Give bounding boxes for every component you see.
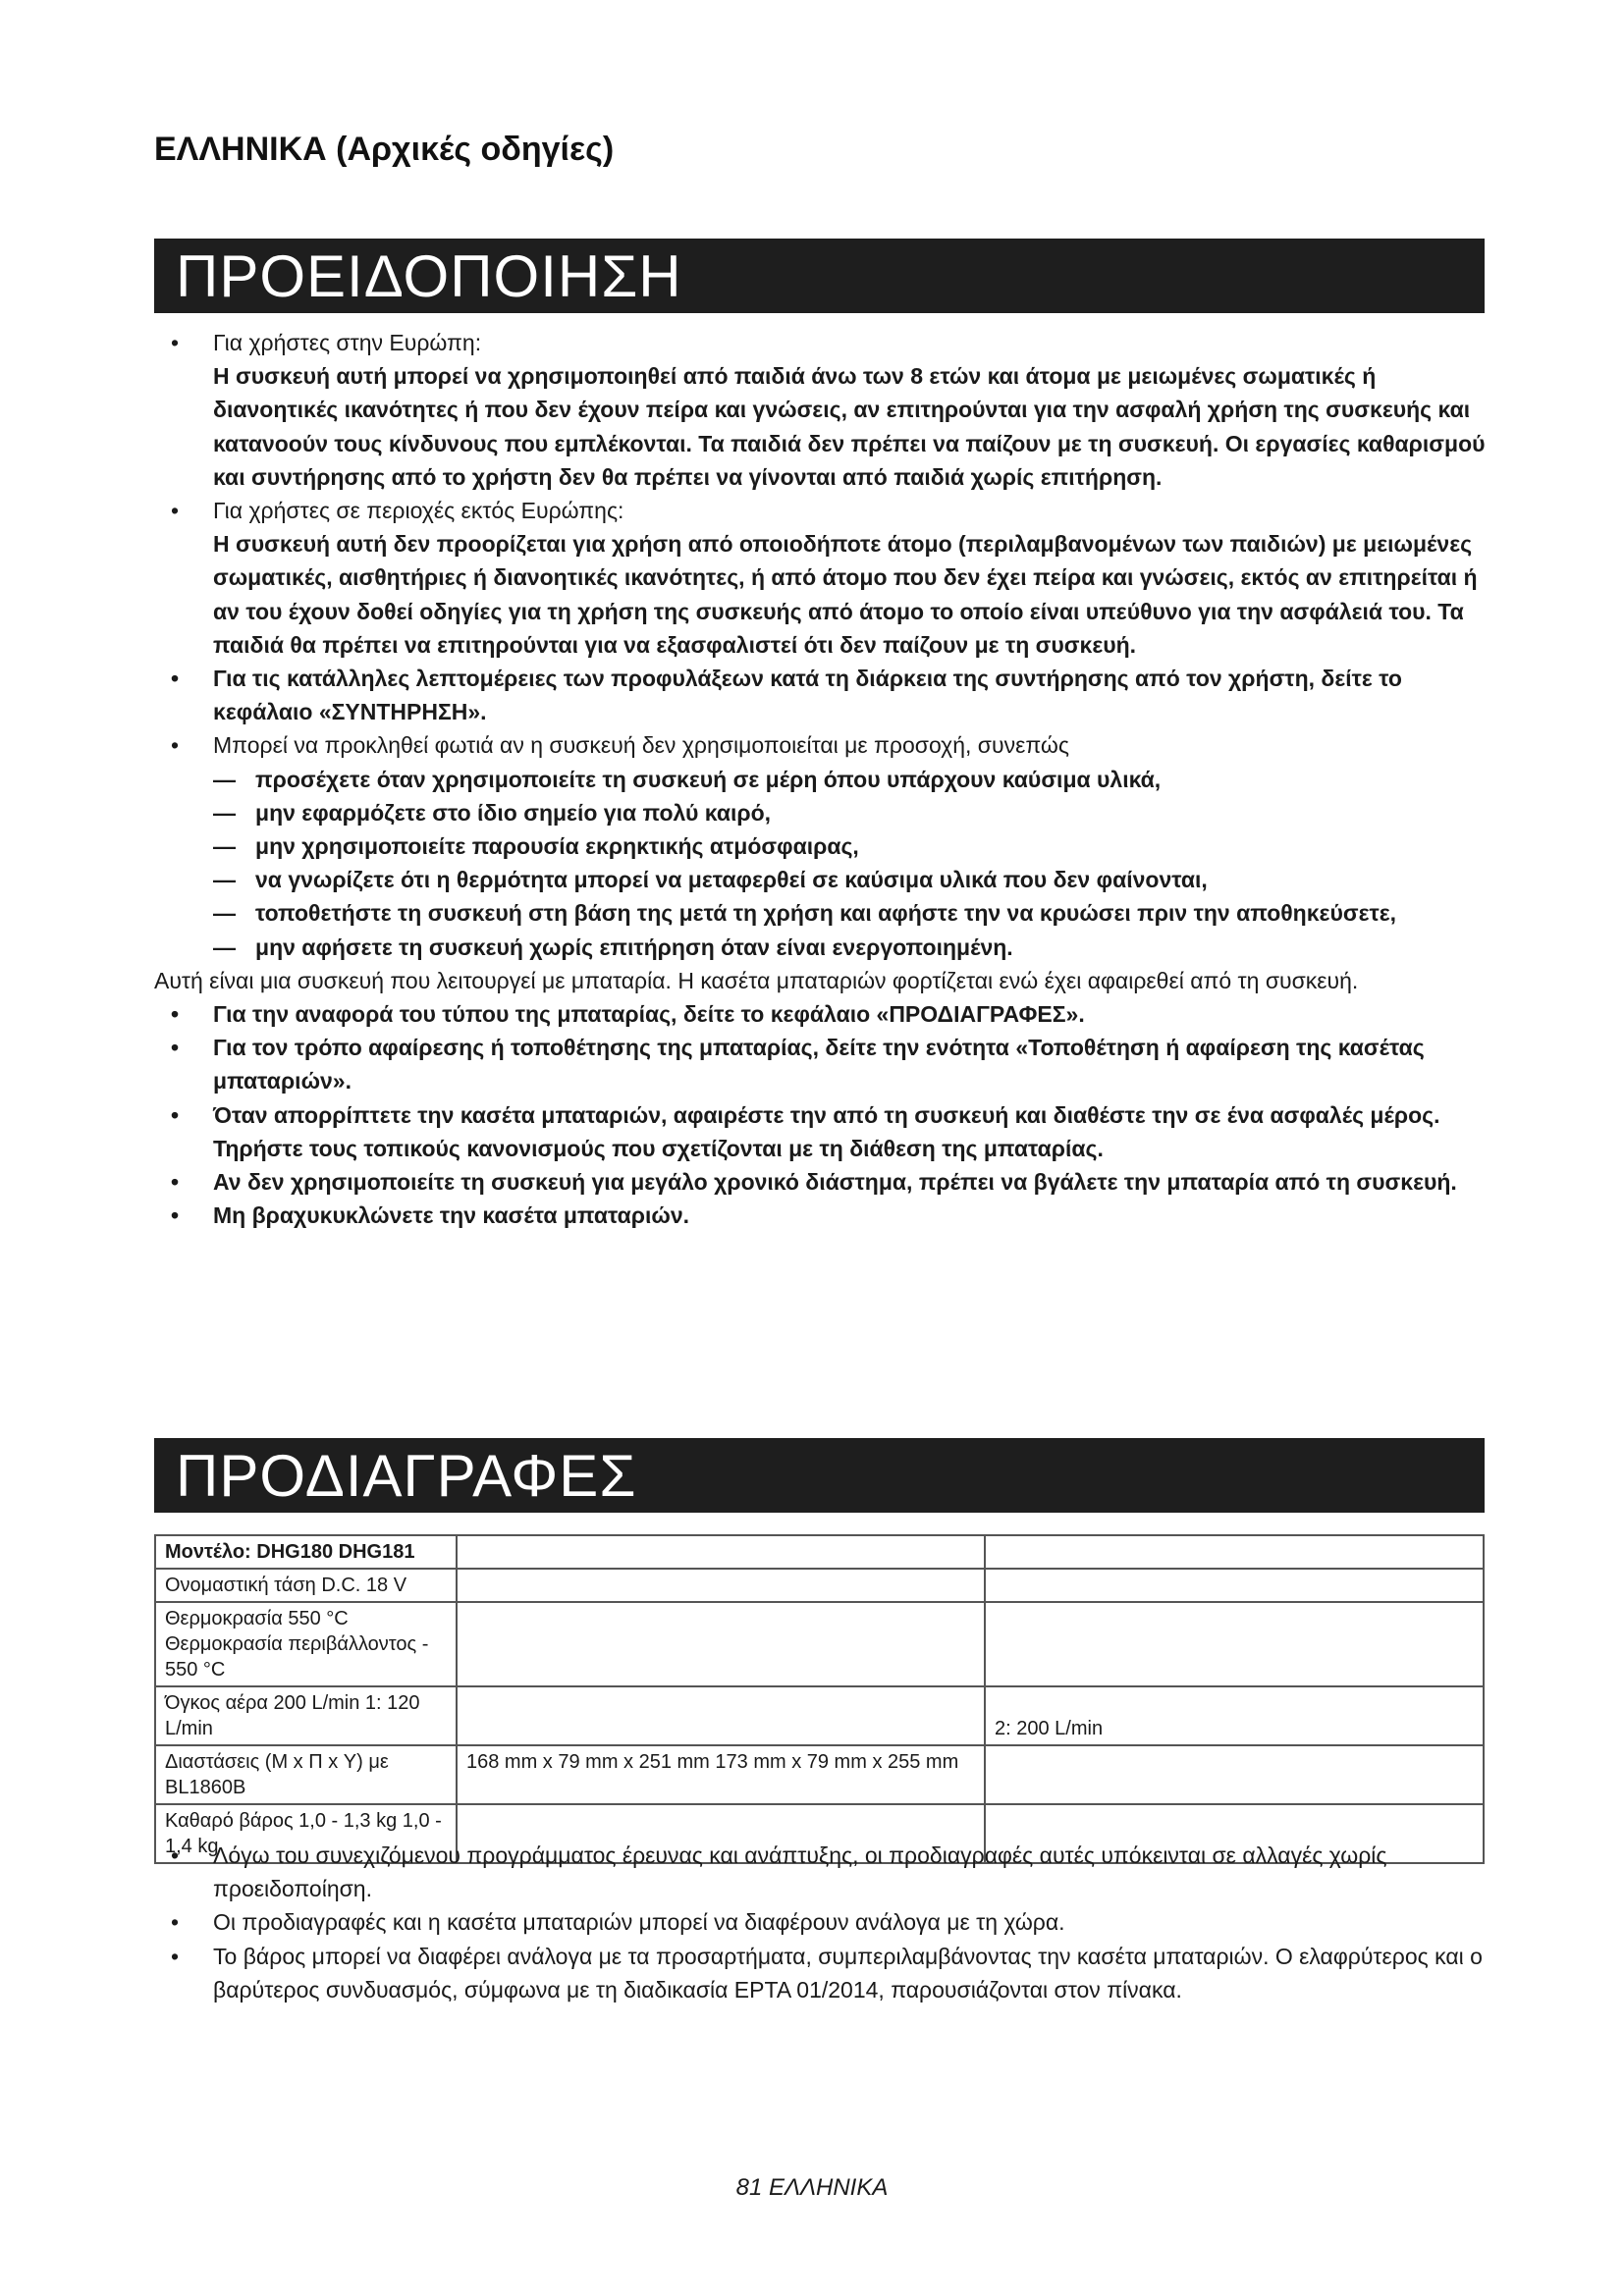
warning-item-non-europe — [154, 494, 1489, 662]
europe-text: Η συσκευή αυτή μπορεί να χρησιμοποιηθεί από παιδιά άνω των 8 ετών και άτομα με μειωμένες σωματικές ή διανοητικές ικανότητες ή που δεν έχουν πείρα και γνώσεις, αν επιτηρούνται για την ασφαλή χρήση της συσκευής και κατανοούν τους κίνδυνους που εμπλέκονται. Τα παιδιά δεν πρέπει να παίζουν με τη συσκευή. Οι εργασίες καθαρισμού και συντήρησης από το χρήστη δεν θα πρέπει να γίνονται από παιδιά χωρίς επιτήρηση. — [213, 363, 1486, 490]
table-row — [155, 1745, 1484, 1804]
fire-list-item: — προσέχετε όταν χρησιμοποιείτε τη συσκευή σε μέρη όπου υπάρχουν καύσιμα υλικά, — [154, 763, 1489, 796]
table-cell — [985, 1602, 1484, 1686]
non-europe-label: • Για χρήστες σε περιοχές εκτός Ευρώπης: — [213, 498, 624, 524]
warning-section — [154, 326, 1489, 1232]
page-title: ΕΛΛΗΝΙΚΑ (Αρχικές οδηγίες) — [154, 131, 615, 168]
warning-item-maintenance: • Για τις κατάλληλες λεπτομέρειες των προφυλάξεων κατά τη διάρκεια της συντήρησης από τον χρήστη, δείτε το κεφάλαιο «ΣΥΝΤΗΡΗΣΗ». — [154, 662, 1489, 728]
fire-list-item: — μην χρησιμοποιείτε παρουσία εκρηκτικής ατμόσφαιρας, — [154, 829, 1489, 863]
table-cell: Καθαρό βάρος 1,0 - 1,3 kg 1,0 - 1,4 kg — [155, 1804, 457, 1863]
fire-list-item: — τοποθετήστε τη συσκευή στη βάση της μετά τη χρήση και αφήστε την να κρυώσει πριν την αποθηκεύσετε, — [154, 896, 1489, 930]
table-cell — [457, 1569, 985, 1602]
table-row — [155, 1686, 1484, 1745]
non-europe-text: Η συσκευή αυτή δεν προορίζεται για χρήση από οποιοδήποτε άτομο (περιλαμβανομένων των παιδιών) με μειωμένες σωματικές, αισθητήριες ή διανοητικές ικανότητες, ή από άτομο που δεν έχει πείρα και γνώσεις, εκτός αν επιτηρείται ή αν του έχουν δοθεί οδηγίες για τη χρήση της συσκευής από άτομο το οποίο είναι υπεύθυνο για την ασφάλειά του. Τα παιδιά θα πρέπει να επιτηρούνται για να εξασφαλιστεί ότι δεν παίζουν με τη συσκευή. — [213, 531, 1478, 658]
page-footer: 81 ΕΛΛΗΝΙΚΑ — [735, 2174, 889, 2201]
battery-item: • Αν δεν χρησιμοποιείτε τη συσκευή για μεγάλο χρονικό διάστημα, πρέπει να βγάλετε την μπαταρία από τη συσκευή. — [154, 1165, 1489, 1199]
specs-heading: ΠΡΟΔΙΑΓΡΑΦΕΣ — [154, 1438, 1485, 1513]
table-cell: Ονομαστική τάση D.C. 18 V — [155, 1569, 457, 1602]
fire-list-item: — να γνωρίζετε ότι η θερμότητα μπορεί να μεταφερθεί σε καύσιμα υλικά που δεν φαίνονται, — [154, 863, 1489, 896]
table-cell: Διαστάσεις (Μ x Π x Υ) με BL1860B — [155, 1745, 457, 1804]
specs-notes — [154, 1839, 1489, 2006]
battery-paragraph: Αυτή είναι μια συσκευή που λειτουργεί με μπαταρία. Η κασέτα μπαταριών φορτίζεται ενώ έχει αφαιρεθεί από τη συσκευή. — [154, 967, 1359, 993]
table-cell: 2: 200 L/min — [985, 1686, 1484, 1745]
warning-item-fire: • Μπορεί να προκληθεί φωτιά αν η συσκευή δεν χρησιμοποιείται με προσοχή, συνεπώς — [154, 728, 1489, 762]
specs-note: • Το βάρος μπορεί να διαφέρει ανάλογα με τα προσαρτήματα, συμπεριλαμβάνοντας την κασέτα μπαταριών. Ο ελαφρύτερος και ο βαρύτερος συνδυασμός, σύμφωνα με τη διαδικασία EPTA 01/2014, παρουσιάζονται στον πίνακα. — [154, 1940, 1489, 2006]
battery-item: • Όταν απορρίπτετε την κασέτα μπαταριών, αφαιρέστε την από τη συσκευή και διαθέστε την σε ένα ασφαλές μέρος. Τηρήστε τους τοπικούς κανονισμούς που σχετίζονται με τη διάθεση της μπαταρίας. — [154, 1098, 1489, 1165]
europe-label: • Για χρήστες στην Ευρώπη: — [213, 330, 482, 355]
battery-item: • Για την αναφορά του τύπου της μπαταρίας, δείτε το κεφάλαιο «ΠΡΟΔΙΑΓΡΑΦΕΣ». — [154, 997, 1489, 1031]
table-row — [155, 1602, 1484, 1686]
table-cell: Θερμοκρασία 550 °C Θερμοκρασία περιβάλλοντος - 550 °C — [155, 1602, 457, 1686]
battery-item: • Μη βραχυκυκλώνετε την κασέτα μπαταριών. — [154, 1199, 1489, 1232]
table-cell — [457, 1602, 985, 1686]
table-cell: 168 mm x 79 mm x 251 mm 173 mm x 79 mm x 255 mm — [457, 1745, 985, 1804]
fire-list-item: — μην εφαρμόζετε στο ίδιο σημείο για πολύ καιρό, — [154, 796, 1489, 829]
table-row — [155, 1535, 1484, 1569]
table-cell — [985, 1569, 1484, 1602]
specs-note: • Οι προδιαγραφές και η κασέτα μπαταριών μπορεί να διαφέρουν ανάλογα με τη χώρα. — [154, 1905, 1489, 1939]
specs-note: • Λόγω του συνεχιζόμενου προγράμματος έρευνας και ανάπτυξης, οι προδιαγραφές αυτές υπόκεινται σε αλλαγές χωρίς προειδοποίηση. — [154, 1839, 1489, 1905]
table-cell — [985, 1745, 1484, 1804]
table-cell: Μοντέλο: DHG180 DHG181 — [155, 1535, 457, 1569]
table-cell: Όγκος αέρα 200 L/min 1: 120 L/min — [155, 1686, 457, 1745]
warning-heading: ΠΡΟΕΙΔΟΠΟΙΗΣΗ — [154, 239, 1485, 313]
table-row — [155, 1569, 1484, 1602]
table-cell — [985, 1535, 1484, 1569]
warning-item-europe — [154, 326, 1489, 494]
fire-list-item: — μην αφήσετε τη συσκευή χωρίς επιτήρηση όταν είναι ενεργοποιημένη. — [154, 931, 1489, 964]
table-cell — [457, 1535, 985, 1569]
specs-table — [154, 1534, 1485, 1864]
battery-item: • Για τον τρόπο αφαίρεσης ή τοποθέτησης της μπαταρίας, δείτε την ενότητα «Τοποθέτηση ή αφαίρεση της κασέτας μπαταριών». — [154, 1031, 1489, 1097]
table-cell — [457, 1686, 985, 1745]
